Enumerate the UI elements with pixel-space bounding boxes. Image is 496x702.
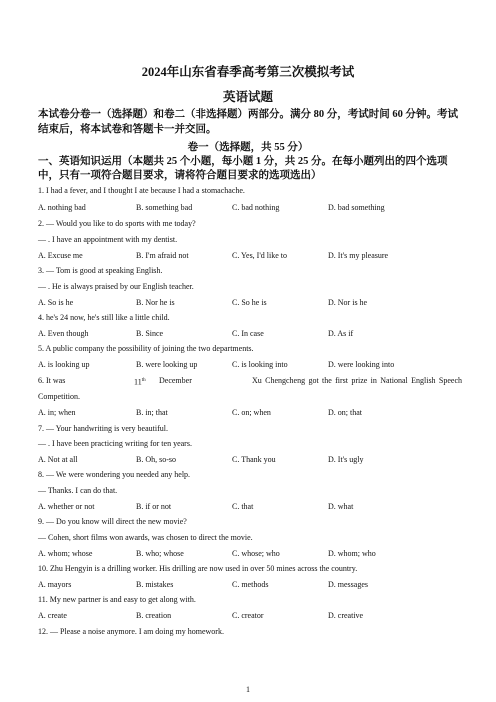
q6-date-ordinal [134,376,146,388]
question-8-reply: — Thanks. I can do that. [38,486,118,495]
option-b: B. creation [136,611,172,620]
question-9-reply: — Cohen, short films won awards, was chosen to direct the movie. [38,533,253,542]
question-5-stem: 5. A public company the possibility of joining the two departments. [38,344,254,353]
exam-instructions: 本试卷分卷一（选择题）和卷二（非选择题）两部分。满分 80 分，考试时间 60 分钟。考试结束后，将本试卷和答题卡一并交回。 [38,109,458,135]
option-a: A. nothing bad [38,203,86,212]
question-12-stem: 12. — Please a noise anymore. I am doing my homework. [38,627,224,636]
option-a: A. So is he [38,298,74,307]
option-a: A. is looking up [38,360,90,369]
option-d: D. It's ugly [328,455,364,464]
option-d: D. Nor is he [328,298,368,307]
q6-month: December [159,376,192,385]
exam-subtitle: 英语试题 [222,90,273,104]
option-a: A. Not at all [38,455,78,464]
q6-ordinal-number: 11 [134,377,142,387]
option-c: C. methods [232,580,269,589]
question-11-stem: 11. My new partner is and easy to get along with. [38,595,196,604]
option-d: D. creative [328,611,364,620]
option-d: D. messages [328,580,368,589]
option-c: C. that [232,502,254,511]
option-c: C. on; when [232,408,271,417]
question-2-stem: 2. — Would you like to do sports with me today? [38,219,196,228]
question-10-stem: 10. Zhu Hengyin is a drilling worker. His drilling are now used in over 50 mines across the country. [38,564,358,573]
option-b: B. in; that [136,408,168,417]
part-title: 一、英语知识运用（本题共 25 个小题，每小题 1 分，共 25 分。在每小题列出的四个选项中，只有一项符合题目要求，请将符合题目要求的选项选出） [38,156,448,181]
option-d: D. It's my pleasure [328,251,389,260]
question-3-stem: 3. — Tom is good at speaking English. [38,266,163,275]
exam-title: 2024年山东省春季高考第三次模拟考试 [141,65,355,79]
option-c: C. whose; who [232,549,280,558]
option-b: B. Nor he is [136,298,175,307]
option-c: C. Thank you [232,455,276,464]
option-b: B. I'm afraid not [136,251,189,260]
option-b: B. mistakes [136,580,174,589]
option-d: D. whom; who [328,549,376,558]
option-b: B. something bad [136,203,193,212]
question-9-stem: 9. — Do you know will direct the new movie? [38,517,187,526]
option-a: A. whether or not [38,502,95,511]
option-d: D. were looking into [328,360,395,369]
option-c: C. is looking into [232,360,288,369]
question-3-reply: — . He is always praised by our English teacher. [38,282,194,291]
option-b: B. who; whose [136,549,184,558]
option-c: C. creator [232,611,264,620]
question-2-reply: — . I have an appointment with my dentist. [38,235,178,244]
section-title: 卷一（选择题，共 55 分） [187,142,309,153]
option-b: B. Oh, so-so [136,455,177,464]
option-a: A. Excuse me [38,251,83,260]
question-6-continuation: Competition. [38,392,80,401]
option-a: A. in; when [38,408,76,417]
option-d: D. bad something [328,203,385,212]
option-a: A. whom; whose [38,549,93,558]
page-number: 1 [246,685,250,694]
option-a: A. Even though [38,329,89,338]
question-7-stem: 7. — Your handwriting is very beautiful. [38,424,168,433]
option-c: C. So he is [232,298,267,307]
option-a: A. create [38,611,67,620]
q6-text-start: 6. It was [38,376,66,385]
question-1-stem: 1. I had a fever, and I thought I ate because I had a stomachache. [38,186,245,195]
option-b: B. Since [136,329,164,338]
option-a: A. mayors [38,580,72,589]
option-d: D. As if [328,329,354,338]
question-7-reply: — . I have been practicing writing for ten years. [38,439,192,448]
option-c: C. Yes, I'd like to [232,251,288,260]
q6-text-end: Xu Chengcheng got the first prize in National English Speech [252,376,462,385]
option-d: D. what [328,502,354,511]
question-4-stem: 4. he's 24 now, he's still like a little child. [38,313,170,322]
option-c: C. bad nothing [232,203,280,212]
option-c: C. In case [232,329,264,338]
option-b: B. were looking up [136,360,198,369]
q6-ordinal-suffix: th [141,378,146,383]
option-d: D. on; that [328,408,362,417]
question-8-stem: 8. — We were wondering you needed any help. [38,470,191,479]
option-b: B. if or not [136,502,172,511]
